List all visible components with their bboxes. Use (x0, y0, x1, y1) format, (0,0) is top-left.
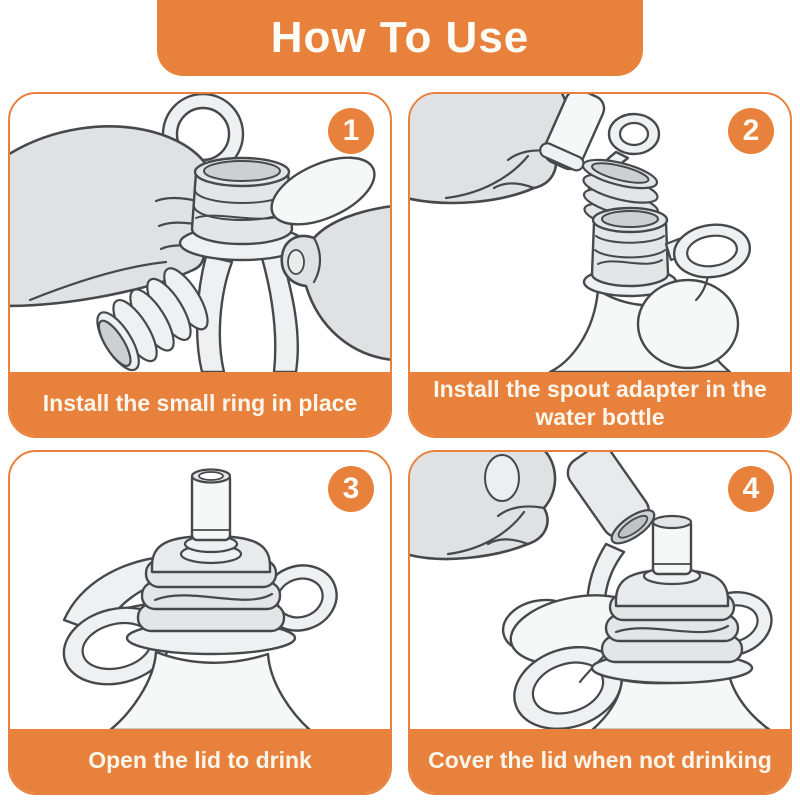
page-title: How To Use (270, 13, 530, 62)
step-number-badge (728, 108, 774, 154)
step-caption: Install the spout adapter in the water bottle (410, 372, 790, 436)
step-number: 4 (742, 472, 760, 505)
step-3-panel (8, 450, 392, 795)
handle-ring-icon (671, 220, 753, 282)
lid-cap-icon (562, 452, 659, 549)
lid-paddle-icon (638, 280, 738, 368)
header-banner (157, 0, 643, 76)
step-caption: Cover the lid when not drinking (410, 729, 790, 793)
step-caption: Install the small ring in place (10, 372, 390, 436)
step-2-panel (408, 92, 792, 438)
step-number-badge (728, 466, 774, 512)
step-number: 3 (342, 472, 360, 505)
step-caption: Open the lid to drink (10, 729, 390, 793)
step-4-panel (408, 450, 792, 795)
step-number: 2 (742, 114, 760, 147)
step-1-panel (8, 92, 392, 438)
step-number-badge (328, 108, 374, 154)
step-number-badge (328, 466, 374, 512)
step-number: 1 (342, 114, 360, 147)
